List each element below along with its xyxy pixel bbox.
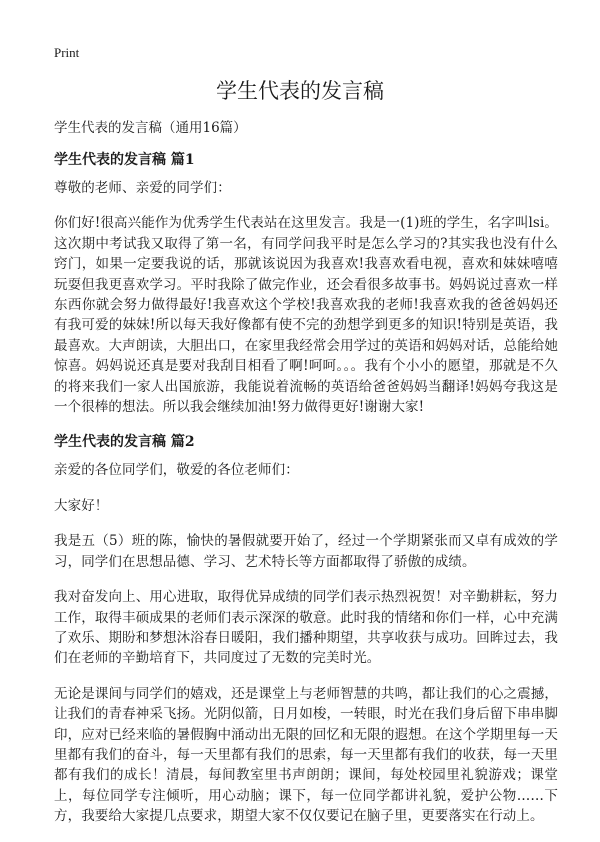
paragraph: 我对奋发向上、用心进取，取得优异成绩的同学们表示热烈祝贺！对辛勤耕耘，努力工作，取得丰硕成果的老师们表示深深的敬意。此时我的情绪和你们一样，心中充满了欢乐、期盼和梦想沐浴春日暖阳，我们播种期望，共享收获与成功。回眸过去，我们在老师的辛勤培育下，共同度过了无数的完美时光。 <box>54 589 558 667</box>
paragraph: 你们好!很高兴能作为优秀学生代表站在这里发言。我是一(1)班的学生，名字叫lsi。这次期中考试我又取得了第一名，有同学问我平时是怎么学习的?其实我也没有什么窍门，如果一定要我说的话，那就该说因为我喜欢!我喜欢看电视，喜欢和妹妹嘻嘻玩耍但我更喜欢学习。平时我除了做完作业，还会看很多故事书。妈妈说过喜欢一样东西你就会努力做得最好!我喜欢这个学校!我喜欢我的老师!我喜欢我的爸爸妈妈还有我可爱的妹妹!所以每天我好像都有使不完的劲想学到更多的知识!特别是英语，我最喜欢。大声朗读，大胆出口，在家里我经常会用学过的英语和妈妈对话，总能给她惊喜。妈妈说还真是要对我刮目相看了啊!呵呵。。。我有个小小的愿望，那就是不久的将来我们一家人出国旅游，我能说着流畅的英语给爸爸妈妈当翻译!妈妈夸我这是一个很棒的想法。所以我会继续加油!努力做得更好!谢谢大家! <box>54 215 558 416</box>
paragraph: 亲爱的各位同学们，敬爱的各位老师们： <box>54 462 299 479</box>
document-subtitle: 学生代表的发言稿（通用16篇） <box>54 120 247 136</box>
document-content <box>54 150 558 842</box>
paragraph: 我是五（5）班的陈，愉快的暑假就要开始了，经过一个学期紧张而又卓有成效的学习，同学们在思想品德、学习、艺术特长等方面都取得了骄傲的成绩。 <box>54 533 558 570</box>
print-label[interactable]: Print <box>54 45 80 60</box>
section-heading: 学生代表的发言稿 篇2 <box>54 434 195 451</box>
section-heading: 学生代表的发言稿 篇1 <box>54 152 195 168</box>
paragraph: 无论是课间与同学们的嬉戏，还是课堂上与老师智慧的共鸣，都让我们的心之震撼，让我们的青春神采飞扬。光阴似箭，日月如梭，一转眼，时光在我们身后留下串串脚印，应对已经来临的暑假胸中涌动出无限的回忆和无限的遐想。在这个学期里每一天里都有我们的奋斗，每一天里都有我们的思索，每一天里都有我们的收获，每一天里都有我们的成长！清晨，每间教室里书声朗朗；课间，每处校园里礼貌游戏；课堂上，每位同学专注倾听，用心动脑；课下，每一位同学都讲礼貌，爱护公物……下方，我要给大家提几点要求，期望大家不仅仅要记在脑子里，更要落实在行动上。 <box>54 685 558 825</box>
section-1 <box>54 150 558 417</box>
paragraph: 大家好！ <box>54 497 109 514</box>
paragraph: 尊敬的老师、亲爱的同学们： <box>54 180 231 196</box>
section-2 <box>54 432 558 826</box>
page-title: 学生代表的发言稿 <box>216 79 384 103</box>
